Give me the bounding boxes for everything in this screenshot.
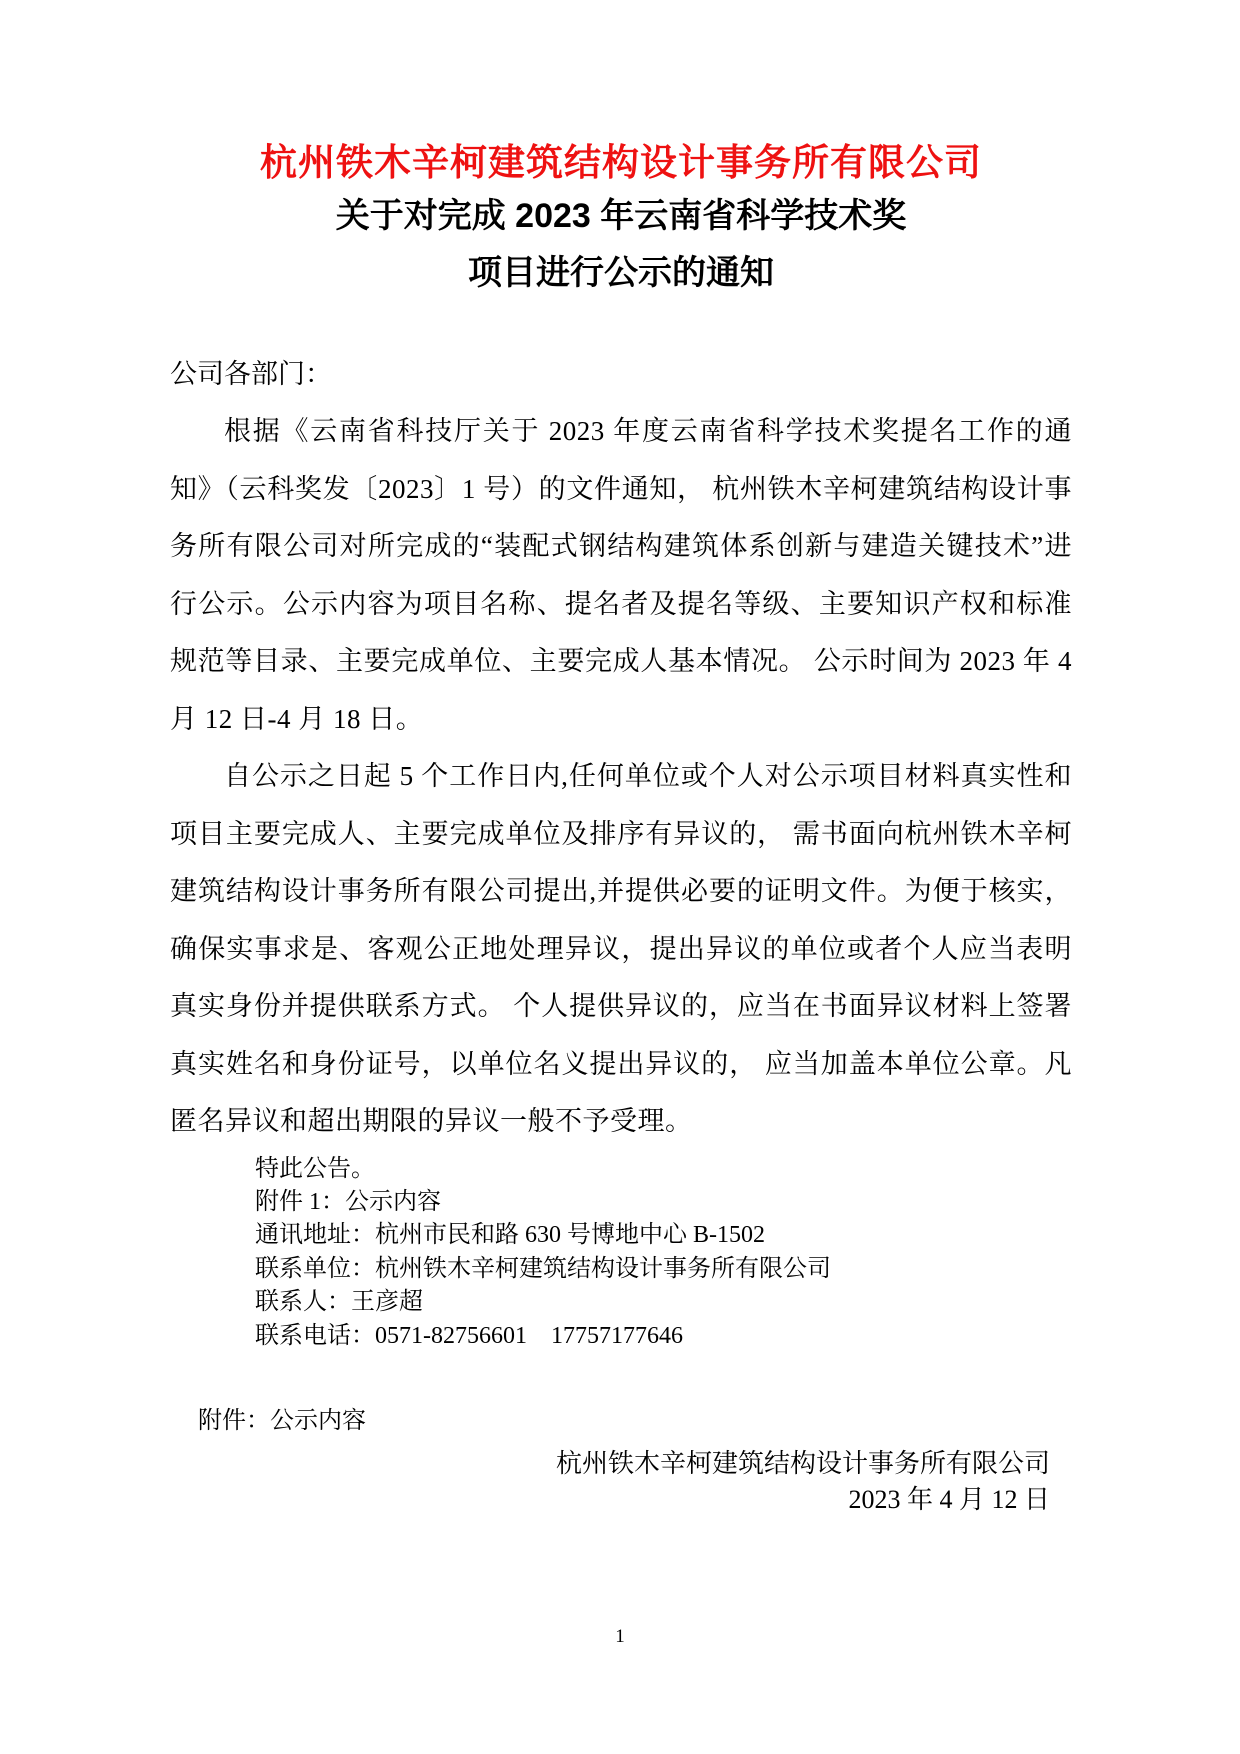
body-paragraph-1: 根据《云南省科技厅关于 2023 年度云南省科学技术奖提名工作的通知》（云科奖发〔2023〕1 号）的文件通知， 杭州铁木辛柯建筑结构设计事务所有限公司对所完成的“装配式钢结构建筑体系创新与建造关键技术”进行公示。公示内容为项目名称、提名者及提名等级、主要知识产权和标准规范等目录、主要完成单位、主要完成人基本情况。 公示时间为 2023 年 4 月 12 日-4 月 18 日。 <box>170 416 1072 734</box>
attachment-1-line: 附件 1：公示内容 <box>255 1188 441 1215</box>
attachment-reference-line: 附件：公示内容 <box>198 1407 366 1434</box>
mailing-address-line: 通讯地址：杭州市民和路 630 号博地中心 B-1502 <box>255 1222 765 1249</box>
contact-person-line: 联系人：王彦超 <box>255 1289 423 1316</box>
notice-closing-line: 特此公告。 <box>255 1155 375 1182</box>
page-number: 1 <box>615 1626 625 1647</box>
contact-unit-line: 联系单位：杭州铁木辛柯建筑结构设计事务所有限公司 <box>255 1255 831 1282</box>
signature-date: 2023 年 4 月 12 日 <box>848 1484 1050 1514</box>
body-paragraph-2: 自公示之日起 5 个工作日内,任何单位或个人对公示项目材料真实性和项目主要完成人、主要完成单位及排序有异议的， 需书面向杭州铁木辛柯建筑结构设计事务所有限公司提出,并提供必要的证明文件。为便于核实，确保实事求是、客观公正地处理异议，提出异议的单位或者个人应当表明真实身份并提供联系方式。 个人提供异议的，应当在书面异议材料上签署真实姓名和身份证号，以单位名义提出异议的， 应当加盖本单位公章。凡匿名异议和超出期限的异议一般不予受理。 <box>170 761 1072 1136</box>
salutation: 公司各部门： <box>170 359 332 389</box>
signature-company: 杭州铁木辛柯建筑结构设计事务所有限公司 <box>555 1448 1050 1478</box>
company-title-red: 杭州铁木辛柯建筑结构设计事务所有限公司 <box>260 142 982 183</box>
notice-block <box>255 1153 1072 1353</box>
signature-block <box>170 1446 1072 1518</box>
document-title-line-2: 项目进行公示的通知 <box>468 254 774 292</box>
document-title-line-1: 关于对完成 2023 年云南省科学技术奖 <box>335 197 907 235</box>
contact-phone-line: 联系电话：0571-82756601 17757177646 <box>255 1322 683 1349</box>
